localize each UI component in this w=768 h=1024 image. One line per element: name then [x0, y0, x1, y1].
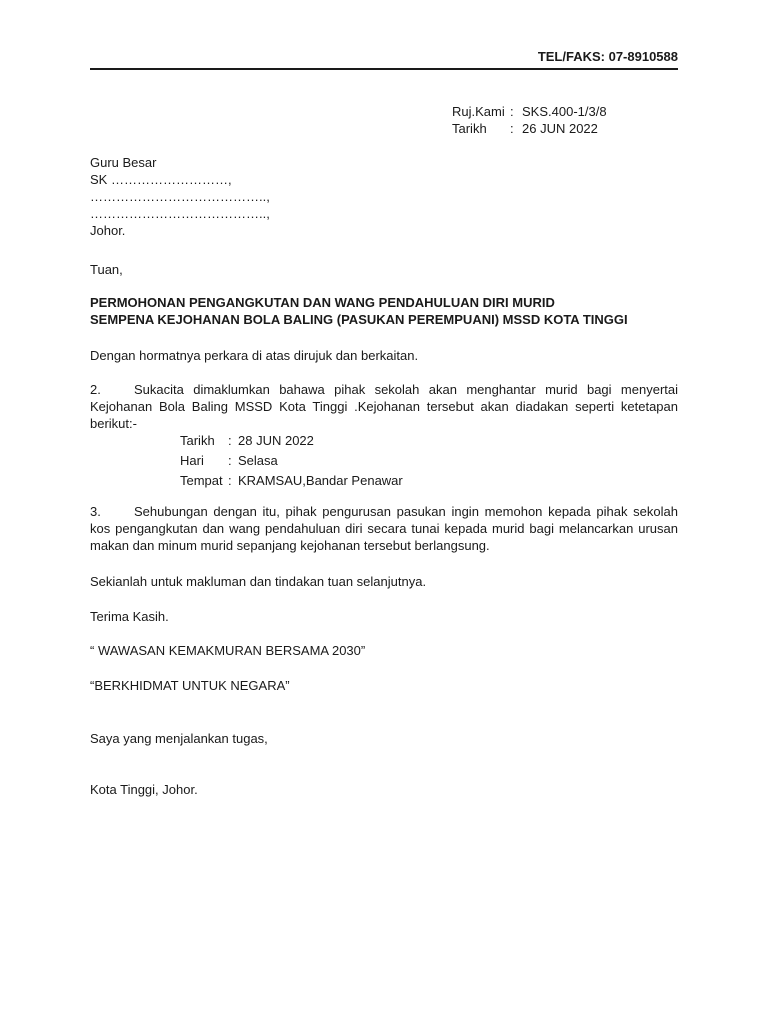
detail-row-tempat: [180, 472, 403, 492]
paragraph-2: [90, 381, 678, 432]
motto-line-1: “ WAWASAN KEMAKMURAN BERSAMA 2030”: [90, 643, 366, 658]
recipient-line-3: …………………………………..,: [90, 189, 270, 204]
detail-label: Tempat: [180, 473, 223, 488]
detail-colon: :: [228, 433, 232, 448]
detail-value: 28 JUN 2022: [238, 433, 314, 448]
tarikh-colon: :: [510, 121, 514, 136]
recipient-line-5: Johor.: [90, 223, 126, 238]
event-details: [180, 432, 403, 492]
paragraph-3-text: Sehubungan dengan itu, pihak pengurusan pasukan ingin memohon kepada pihak sekolah kos pengangkutan dan wang pendahuluan diri secara tunai kepada murid bagi melancarkan urusan makan dan minum murid sepanjang kejohanan tersebut berlangsung.: [90, 504, 678, 553]
detail-row-tarikh: [180, 432, 403, 452]
detail-label: Tarikh: [180, 433, 215, 448]
ref-ruj-row: [452, 103, 607, 120]
recipient-line-2: SK ………………………,: [90, 172, 232, 187]
tarikh-label: Tarikh: [452, 121, 487, 136]
detail-value: Selasa: [238, 453, 278, 468]
tarikh-value: 26 JUN 2022: [522, 121, 598, 136]
recipient-line-1: Guru Besar: [90, 155, 157, 170]
ref-tarikh-row: [452, 120, 607, 137]
header-divider: [90, 68, 678, 70]
reference-block: [452, 103, 607, 137]
paragraph-2-number: 2.: [90, 382, 101, 397]
detail-row-hari: [180, 452, 403, 472]
ruj-label: Ruj.Kami: [452, 104, 505, 119]
recipient-line-4: …………………………………..,: [90, 206, 270, 221]
ruj-value: SKS.400-1/3/8: [522, 104, 607, 119]
subject-line-1: PERMOHONAN PENGANGKUTAN DAN WANG PENDAHULUAN DIRI MURID: [90, 295, 555, 310]
paragraph-3-number: 3.: [90, 504, 101, 519]
telfax-header: TEL/FAKS: 07-8910588: [537, 49, 678, 64]
recipient-address: [90, 154, 270, 239]
detail-colon: :: [228, 453, 232, 468]
paragraph-3: [90, 503, 678, 554]
paragraph-2-text: Sukacita dimaklumkan bahawa pihak sekolah akan menghantar murid bagi menyertai Kejohanan Bola Baling MSSD Kota Tinggi .Kejohanan tersebut akan diadakan seperti ketetapan berikut:-: [90, 382, 678, 431]
sign-off: Saya yang menjalankan tugas,: [90, 731, 268, 746]
closing-paragraph: Sekianlah untuk makluman dan tindakan tuan selanjutnya.: [90, 574, 427, 589]
intro-paragraph: Dengan hormatnya perkara di atas dirujuk dan berkaitan.: [90, 348, 419, 363]
location-line: Kota Tinggi, Johor.: [90, 782, 198, 797]
detail-colon: :: [228, 473, 232, 488]
thanks-line: Terima Kasih.: [90, 609, 169, 624]
ruj-colon: :: [510, 104, 514, 119]
detail-value: KRAMSAU,Bandar Penawar: [238, 473, 403, 488]
subject-line-2: SEMPENA KEJOHANAN BOLA BALING (PASUKAN PEREMPUANI) MSSD KOTA TINGGI: [90, 312, 628, 327]
salutation: Tuan,: [90, 262, 123, 277]
motto-line-2: “BERKHIDMAT UNTUK NEGARA”: [90, 678, 290, 693]
detail-label: Hari: [180, 453, 204, 468]
